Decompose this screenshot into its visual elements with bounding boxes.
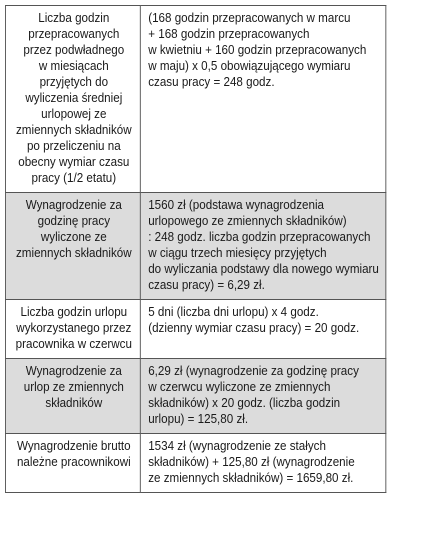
row-value-hours-worked: (168 godzin przepracowanych w marcu + 168 godzin przepracowanych w kwietniu + 160 godzin przepracowanych w maju) x 0,5 obowiązującego wymiaru czasu pracy = 248 godz. (140, 6, 386, 193)
row-label-gross-pay: Wynagrodzenie brutto należne pracownikowi (5, 434, 140, 493)
table-row-hourly-rate (5, 193, 385, 300)
row-value-gross-pay: 1534 zł (wynagrodzenie ze stałych składników) + 125,80 zł (wynagrodzenie ze zmiennych składników) = 1659,80 zł. (140, 434, 386, 493)
row-label-leave-hours: Liczba godzin urlopu wykorzystanego przez pracownika w czerwcu (5, 300, 140, 359)
row-value-leave-hours: 5 dni (liczba dni urlopu) x 4 godz. (dzienny wymiar czasu pracy) = 20 godz. (140, 300, 386, 359)
row-label-leave-pay: Wynagrodzenie za urlop ze zmiennych składników (5, 359, 140, 434)
table-row-gross-pay (5, 434, 385, 493)
table-row-hours-worked (5, 6, 385, 193)
row-label-hourly-rate: Wynagrodzenie za godzinę pracy wyliczone ze zmiennych składników (5, 193, 140, 300)
row-value-hourly-rate: 1560 zł (podstawa wynagrodzenia urlopowego ze zmiennych składników) : 248 godz. liczba godzin przepracowanych w ciągu trzech miesięcy przyjętych do wyliczania podstawy dla nowego wymiaru czasu pracy) = 6,29 zł. (140, 193, 386, 300)
row-value-leave-pay: 6,29 zł (wynagrodzenie za godzinę pracy w czerwcu wyliczone ze zmiennych składników) x 20 godz. (liczba godzin urlopu) = 125,80 zł. (140, 359, 386, 434)
row-label-hours-worked: Liczba godzin przepracowanych przez podwładnego w miesiącach przyjętych do wyliczenia średniej urlopowej ze zmiennych składników po przeliczeniu na obecny wymiar czasu pracy (1/2 etatu) (5, 6, 140, 193)
calculation-table (5, 5, 386, 493)
table-row-leave-pay (5, 359, 385, 434)
table-row-leave-hours (5, 300, 385, 359)
